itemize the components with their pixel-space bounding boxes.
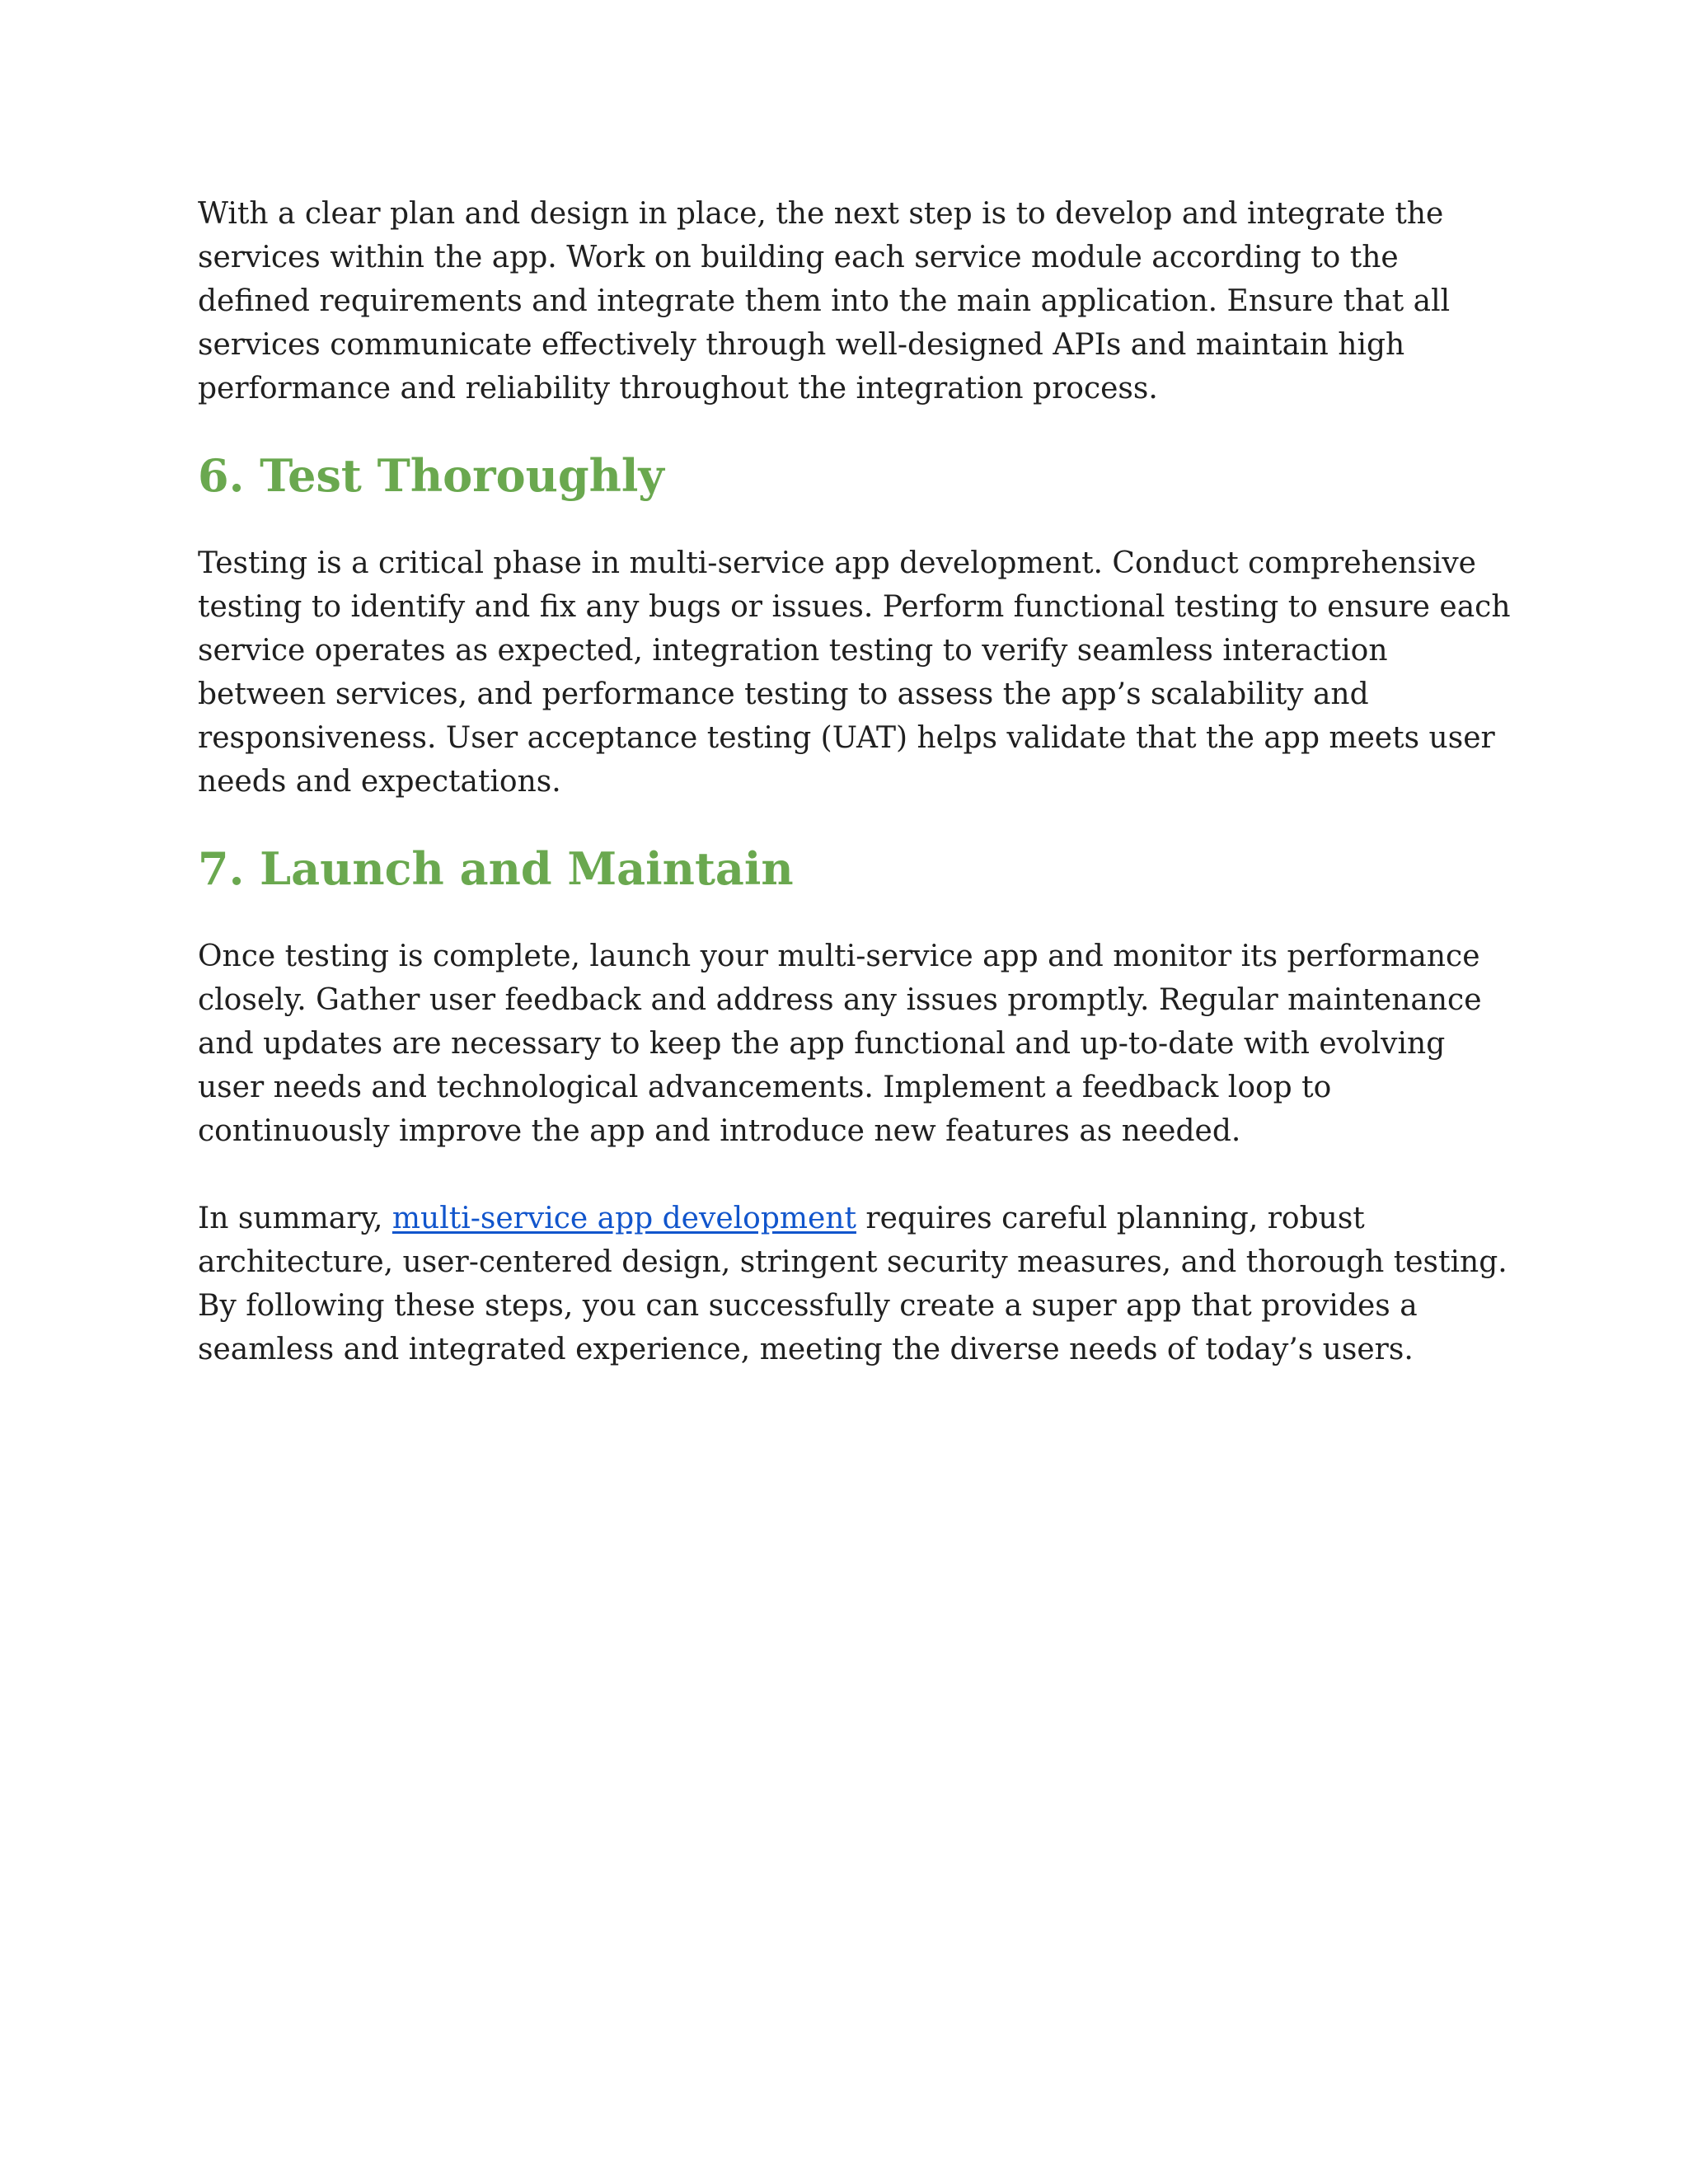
summary-suffix: requires careful planning, robust architecture, user-centered design, stringent security measures, and thorough testing. By following these steps, you can successfully create a super app that provides a seamless and integrated experience, meeting the diverse needs of today’s users. [198,1202,1507,1366]
document-page [198,192,1517,1371]
spacer [198,804,1517,847]
intro-paragraph: With a clear plan and design in place, the next step is to develop and integrate the services within the app. Work on building each service module according to the defined requirements and integrate them into the main application. Ensure that all services communicate effectively through well-designed APIs and maintain high performance and reliability throughout the integration process. [198,197,1451,405]
section-body-test-thoroughly: Testing is a critical phase in multi-service app development. Conduct comprehensive testing to identify and fix any bugs or issues. Perform functional testing to ensure each service operates as expected, integration testing to verify seamless interaction between services, and performance testing to assess the app’s scalability and responsiveness. User acceptance testing (UAT) helps validate that the app meets user needs and expectations. [198,546,1511,799]
spacer [198,410,1517,454]
spacer [198,1153,1517,1197]
spacer [198,891,1517,935]
section-heading-launch-maintain: 7. Launch and Maintain [198,842,794,895]
multi-service-app-development-link[interactable]: multi-service app development [392,1202,856,1235]
summary-paragraph [198,1197,1517,1371]
section-heading-test-thoroughly: 6. Test Thoroughly [198,449,664,502]
summary-prefix: In summary, [198,1202,392,1235]
section-body-launch-maintain: Once testing is complete, launch your multi-service app and monitor its performance closely. Gather user feedback and address any issues promptly. Regular maintenance and updates are necessary to keep the app functional and up-to-date with evolving user needs and technological advancements. Implement a feedback loop to continuously improve the app and introduce new features as needed. [198,940,1482,1148]
spacer [198,498,1517,541]
